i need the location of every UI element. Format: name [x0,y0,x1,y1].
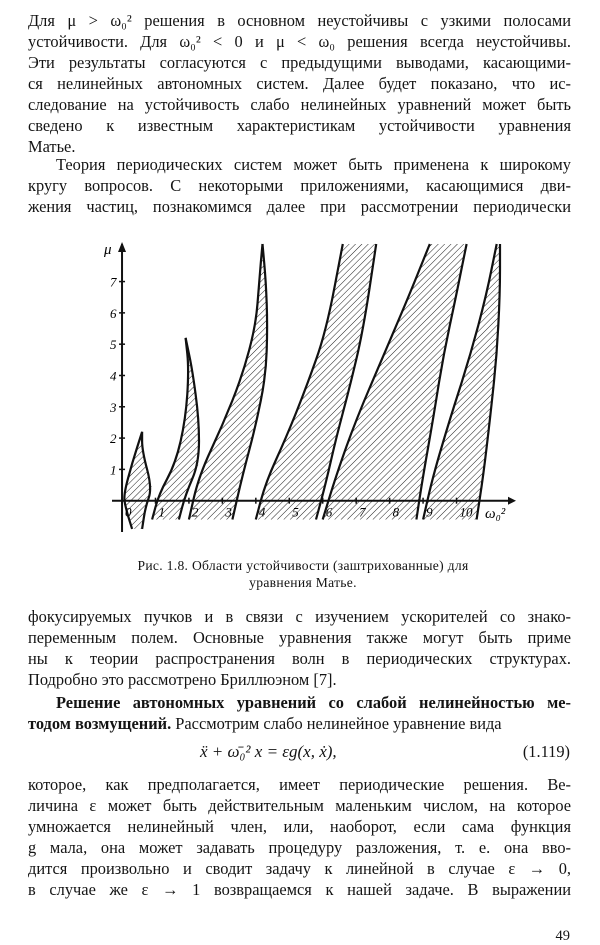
text-line: Эти результаты согласуются с предыдущими выводами, касающими- [28,53,571,72]
y-axis-label: μ [104,242,112,258]
text-line: умножается нелинейный член, или, наоборот, если сама функция [28,817,571,836]
x-tick-label: 1 [158,504,165,520]
figure-caption [88,557,518,591]
text-line: Матье. [28,137,76,156]
y-tick-label: 6 [110,305,117,321]
text-line: кругу вопросов. С некоторыми приложениями, касающимися дви- [28,176,571,195]
y-tick-label: 1 [110,462,117,478]
text-line: личина ε может быть действительным маленьким числом, на которое [28,796,571,815]
mathieu-stability-figure [100,232,520,550]
y-tick-label: 4 [110,368,117,384]
text-line: g мала, она может задавать процедуру разложения, т. е. она вво- [28,838,571,857]
page-number: 49 [555,928,570,944]
y-tick-label: 3 [110,399,117,415]
x-tick-label: 6 [325,504,333,520]
text-line: Теория периодических систем может быть применена к широкому [56,155,571,174]
text-line: фокусируемых пучков и в связи с изучением ускорителей со знако- [28,607,571,626]
equation-number: (1.119) [522,742,570,761]
text-line: в случае же ε → 1 возвращаемся к нашей задаче. В выражении [28,880,571,899]
text-line: следование на устойчивость слабо нелинейных уравнений может быть [28,95,571,114]
stability-chart [100,232,520,550]
caption-line: уравнения Матье. [249,575,357,590]
x-tick-label: 2 [191,504,199,520]
section-heading-end: тодом возмущений. [28,714,172,733]
text-line: которое, как предполагается, имеет периодические решения. Ве- [28,775,571,794]
text-line: Для μ > ω₀² решения в основном неустойчивы с узкими полосами [28,11,571,30]
x-tick-label: 9 [426,504,433,520]
x-tick-label: 3 [225,504,232,520]
equation: ẍ + ω̄₀² x = εg(x, ẋ), [200,742,337,761]
text-line: переменным полем. Основные уравнения также могут быть приме [28,628,571,647]
y-axis-arrow [118,242,126,252]
x-tick-label: 10 [459,504,473,520]
text-line: Подробно это рассмотрено Бриллюэном [7]. [28,670,337,689]
text-line: жения частиц, познакомимся далее при рассмотрении периодически [28,197,571,216]
y-tick-label: 5 [110,337,117,353]
x-tick-label: 5 [292,504,299,520]
paragraph-periodic-systems [28,154,571,217]
x-tick-label: 7 [359,504,366,520]
x-tick-label: 0 [125,504,132,520]
x-tick-label: 4 [258,504,266,520]
text-line: ся нелинейных автономных систем. Далее будет показано, что ис- [28,74,571,93]
text-line: ны к теории распространения волн в периодических структурах. [28,649,571,668]
caption-line: Рис. 1.8. Области устойчивости (заштрихованные) для [137,558,469,573]
paragraph-perturbation-method [28,692,571,734]
x-axis-arrow [508,497,516,505]
paragraph-accelerators [28,606,571,690]
x-axis-label: ω₀² [485,506,506,522]
text-line: сведено к известным характеристикам устойчивости уравнения [28,116,571,135]
x-tick-label: 8 [392,504,400,520]
text-line: дится произвольно и сводит задачу к линейной в случае ε → 0, [28,859,571,878]
paragraph-epsilon [28,774,571,900]
region-2-to-4 [189,244,268,520]
paragraph-stability-results [28,10,571,157]
text-line: Рассмотрим слабо нелинейное уравнение вида [171,714,502,733]
y-tick-label: 2 [110,431,117,447]
text-line: устойчивости. Для ω₀² < 0 и μ < ω₀ решения всегда неустойчивы. [28,32,571,51]
section-heading-line: Решение автономных уравнений со слабой нелинейностью ме- [56,693,571,712]
y-tick-label: 7 [110,274,117,290]
